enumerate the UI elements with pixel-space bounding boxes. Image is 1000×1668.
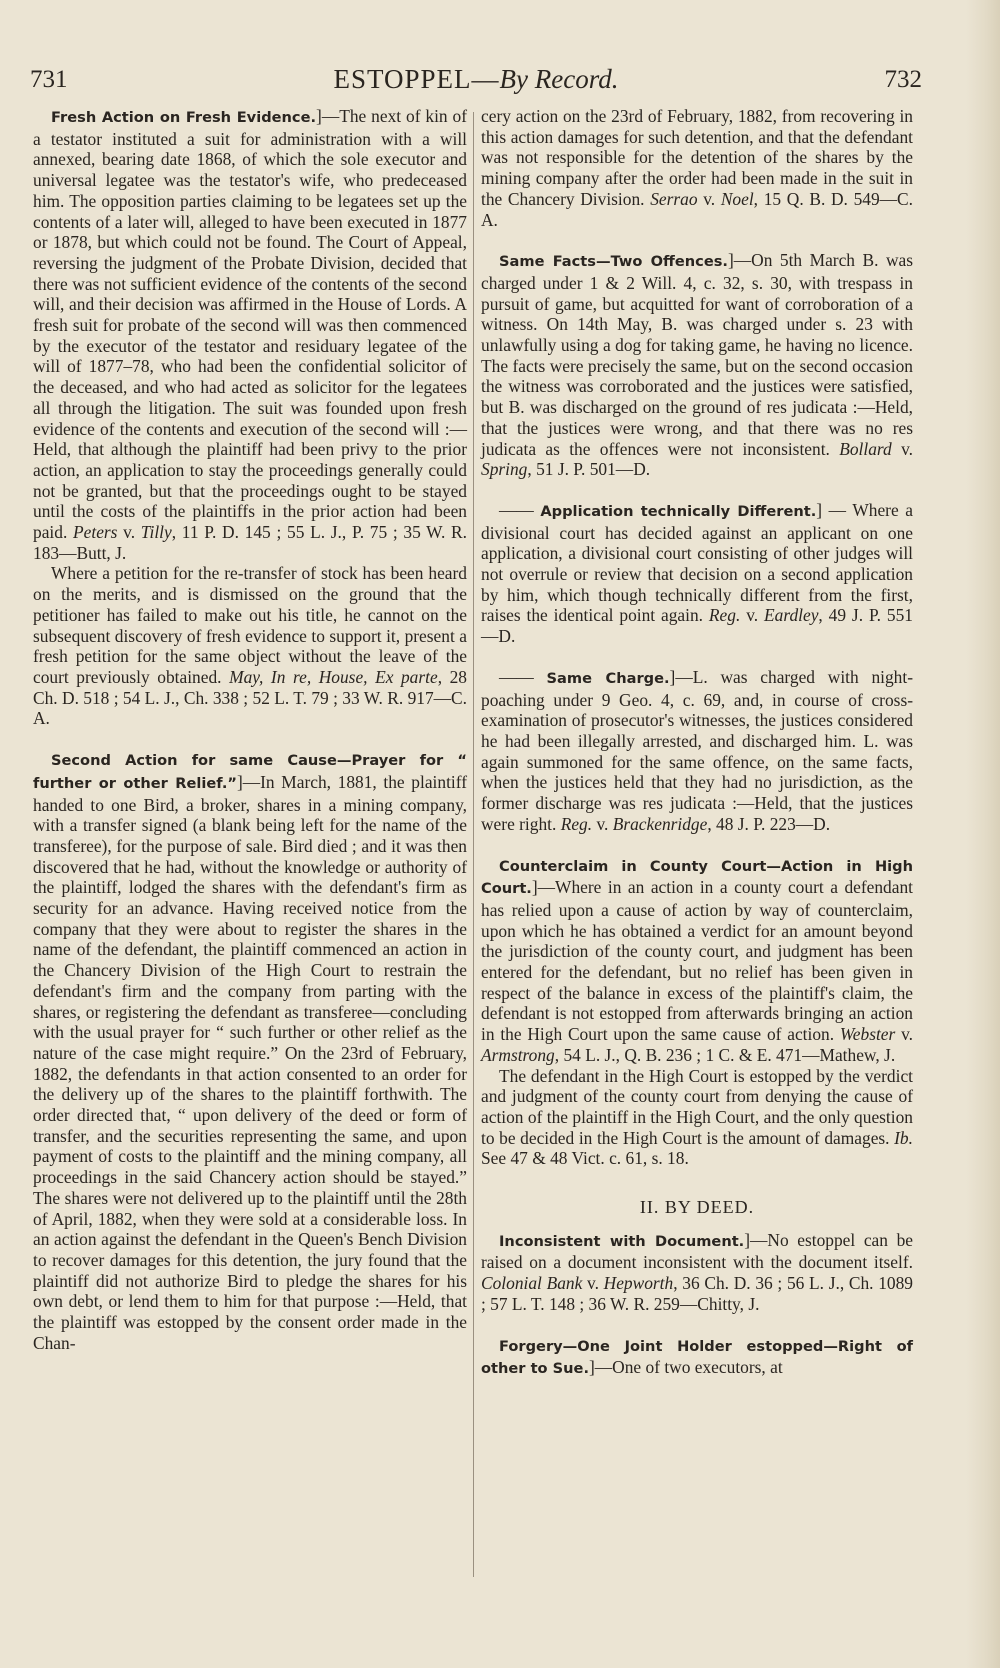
citation-text: v.: [117, 522, 141, 543]
case-name: Spring: [481, 459, 528, 480]
entry-heading: Same Charge.: [546, 669, 670, 687]
right-column: [481, 106, 913, 1380]
entry-same-charge: [481, 667, 913, 835]
entry-text: Where a petition for the re-transfer of stock has been heard on the merits, and is dismissed on the ground that the petitioner has failed to make out his title, he cannot on the subsequent discovery of fresh evidence to support it, present a fresh petition for the same object without the leave of the court previously obtained.: [33, 563, 467, 687]
running-header: [30, 62, 922, 102]
entry-heading: Fresh Action on Fresh Evidence.: [51, 109, 317, 126]
citation-text: , 28 Ch. D. 518 ; 54 L. J., Ch. 338 ; 52 L. T. 79 ; 33 W. R. 917—C. A.: [33, 666, 467, 729]
entry-counterclaim: [481, 855, 913, 1066]
case-name: Colonial Bank: [481, 1273, 583, 1294]
citation-text: See 47 & 48 Vict. c. 61, s. 18.: [481, 1148, 689, 1169]
left-column: [33, 106, 467, 1353]
entry-text: The defendant in the High Court is estopped by the verdict and judgment of the county court from denying the cause of action of the plaintiff in the High Court, and the only question to be decided in the High Court is the amount of damages.: [481, 1065, 913, 1148]
entry-text: ]—Where in an action in a county court a defendant has relied upon a cause of action by way of counterclaim, upon which he has obtained a verdict for an amount beyond the jurisdiction of the county court, and judgment has been entered for the defendant, but no relief has been given in respect of the balance in excess of the plaintiff's claim, the defendant is not estopped from afterwards bringing an action in the High Court upon the same cause of action.: [481, 877, 913, 1045]
citation-text: v.: [582, 1273, 604, 1294]
entry-continued: [481, 106, 913, 230]
case-name: Peters: [73, 522, 118, 543]
citation-text: , 48 J. P. 223—D.: [707, 813, 831, 834]
entry-application-different: [481, 500, 913, 647]
case-name: Webster: [839, 1024, 896, 1045]
case-name: Reg.: [708, 605, 741, 626]
entry-heading: Forgery—One Joint Holder estopped—Right of other to Sue.: [481, 1337, 913, 1378]
entry-heading: Application technically Different.: [540, 502, 817, 520]
section-heading: II. BY DEED.: [639, 1197, 755, 1218]
entry-dash: ——: [499, 666, 547, 687]
case-name: Noel: [720, 188, 754, 209]
citation-text: v.: [592, 813, 613, 834]
citation-text: , 54 L. J., Q. B. 236 ; 1 C. & E. 471—Mathew, J.: [554, 1044, 896, 1065]
citation-text: , 51 J. P. 501—D.: [527, 459, 651, 480]
case-name: Tilly: [140, 522, 172, 543]
entry-inconsistent-document: [481, 1230, 913, 1315]
page-number-left: 731: [30, 66, 68, 93]
citation-text: , 36 Ch. D. 36 ; 56 L. J., Ch. 1089 ; 57 L. T. 148 ; 36 W. R. 259—Chitty, J.: [481, 1273, 913, 1314]
page-gutter-shadow: [966, 0, 1000, 1668]
entry-text: ] — Where a divisional court has decided against an applicant on one application, a divisional court consisting of other judges will not overrule or review that decision on a second application by him, which though technically different from the first, raises the identical point again.: [481, 499, 913, 626]
entry-text: ]—No estoppel can be raised on a document inconsistent with the document itself.: [481, 1229, 913, 1273]
entry-same-facts: [481, 250, 913, 480]
entry-heading: Second Action for same Cause—Prayer for “ further or other Relief.”: [33, 752, 467, 792]
entry-heading: Counterclaim in County Court—Action in High Court.: [481, 857, 913, 898]
entry-text: ]—In March, 1881, the plaintiff handed to one Bird, a broker, shares in a mining company, with a transfer signed (a blank being left for the name of the transferee), for the purpose of sale. Bird died ; and it was then discovered that he had, without the knowledge or authority of the plaintiff, lodged the shares with the defendant's firm as security for an advance. Having received notice from the company that they were about to register the shares in the name of the defendant, the plaintiff commenced an action in the Chancery Division of the High Court to restrain the defendant's firm and the company from parting with the shares, or registering the defendant as transferee—concluding with the usual prayer for “ such further or other relief as the nature of the case might require.” On the 23rd of February, 1882, the defendants in that action consented to an order for the delivery up of the shares to the plaintiff forthwith. The order directed that, “ upon delivery of the deed or form of transfer, and the securities representing the same, and upon payment of costs to the plaintiff and the mining company, all proceedings in the said Chancery action should be stayed.” The shares were not delivered up to the plaintiff until the 28th of April, 1882, when they were sold at a considerable loss. In an action against the defendant in the Queen's Bench Division to recover damages for this detention, the jury found that the plaintiff did not authorize Bird to pledge the shares for his own debt, or lend them to him for that purpose :—Held, that the plaintiff was estopped by the consent order made in the Chan-: [33, 771, 467, 1353]
entry-dash: ——: [499, 499, 541, 520]
entry-text: ]—On 5th March B. was charged under 1 & 2 Will. 4, c. 32, s. 30, with trespass in pursuit of game, but acquitted for want of corroboration of a witness. On 14th May, B. was charged under s. 23 with unlawfully using a dog for taking game, he having no licence. The facts were precisely the same, but on the second occasion the witness was corroborated and the justices were satisfied, but B. was discharged on the ground of res judicata :—Held, that the justices were wrong, and that there was no res judicata as the offences were not inconsistent.: [481, 250, 913, 459]
citation-text: , 49 J. P. 551—D.: [481, 605, 914, 647]
entry-forgery: [481, 1335, 913, 1380]
case-name: Reg.: [560, 813, 593, 834]
entry-petition-retransfer: [33, 563, 467, 729]
entry-text: cery action on the 23rd of February, 1882, from recovering in this action damages for such detention, and that the defendant was not responsible for the detention of the shares by the mining company after the order had been made in the suit in the Chancery Division.: [481, 106, 913, 209]
case-name: Eardley: [764, 605, 819, 626]
column-divider: [473, 112, 474, 1577]
case-name: Brackenridge: [612, 813, 708, 834]
case-name: Hepworth: [603, 1273, 674, 1294]
entry-heading: Same Facts—Two Offences.: [499, 253, 728, 271]
case-name: Armstrong: [481, 1044, 555, 1065]
running-title-italic: By Record.: [499, 64, 619, 94]
citation-text: v.: [740, 605, 765, 626]
citation-text: v.: [891, 438, 913, 459]
running-title: [30, 64, 922, 95]
entry-estopped-verdict: [481, 1066, 913, 1170]
running-title-main: ESTOPPEL—: [333, 64, 500, 94]
citation-text: , 11 P. D. 145 ; 55 L. J., P. 75 ; 35 W. R. 183—Butt, J.: [33, 522, 468, 563]
entry-text: ]—The next of kin of a testator instituted a suit for administration with a will annexed, bearing date 1868, of which the sole executor and universal legatee was the testator's wife, who predeceased him. The opposition parties claiming to be legatees set up the contents of a later will, alleged to have been executed in 1877 or 1878, but which could not be found. The Court of Appeal, reversing the judgment of the Probate Division, decided that there was not sufficient evidence of the contents of the second will, and their decision was affirmed in the House of Lords. A fresh suit for probate of the second will was then commenced by the executor of the testator and residuary legatee of the will of 1877–78, who had been the confidential solicitor of the deceased, and who had acted as solicitor for the legatees all through the litigation. The suit was founded upon fresh evidence of the contents and execution of the second will :—Held, that although the plaintiff had been privy to the prior action, an application to stay the proceedings generally could not be granted, but that the proceedings ought to be stayed until the costs of the plaintiffs in the prior action had been paid.: [33, 106, 467, 543]
entry-text: ]—L. was charged with night-poaching under 9 Geo. 4, c. 69, and, in course of cross-examination of prosecutor's witnesses, the justices considered he had been illegally arrested, and discharged him. L. was again summoned for the same offence, on the same facts, when the justices held that they had no jurisdiction, as the former discharge was res judicata :—Held, that the justices were right.: [481, 666, 913, 834]
entry-fresh-action: [33, 106, 467, 563]
entry-heading: Inconsistent with Document.: [499, 1232, 745, 1250]
entry-second-action: [33, 749, 467, 1353]
page-number-right: 732: [884, 66, 922, 93]
entry-text: ]—One of two executors, at: [589, 1357, 783, 1378]
citation-text: v.: [895, 1024, 913, 1045]
citation-text: v.: [697, 188, 721, 209]
citation-text: , 15 Q. B. D. 549—C. A.: [481, 188, 913, 230]
case-name: Serrao: [650, 188, 698, 209]
case-name: May, In re, House, Ex parte: [229, 666, 438, 687]
case-name: Bollard: [839, 438, 892, 459]
case-name: Ib.: [894, 1127, 913, 1148]
